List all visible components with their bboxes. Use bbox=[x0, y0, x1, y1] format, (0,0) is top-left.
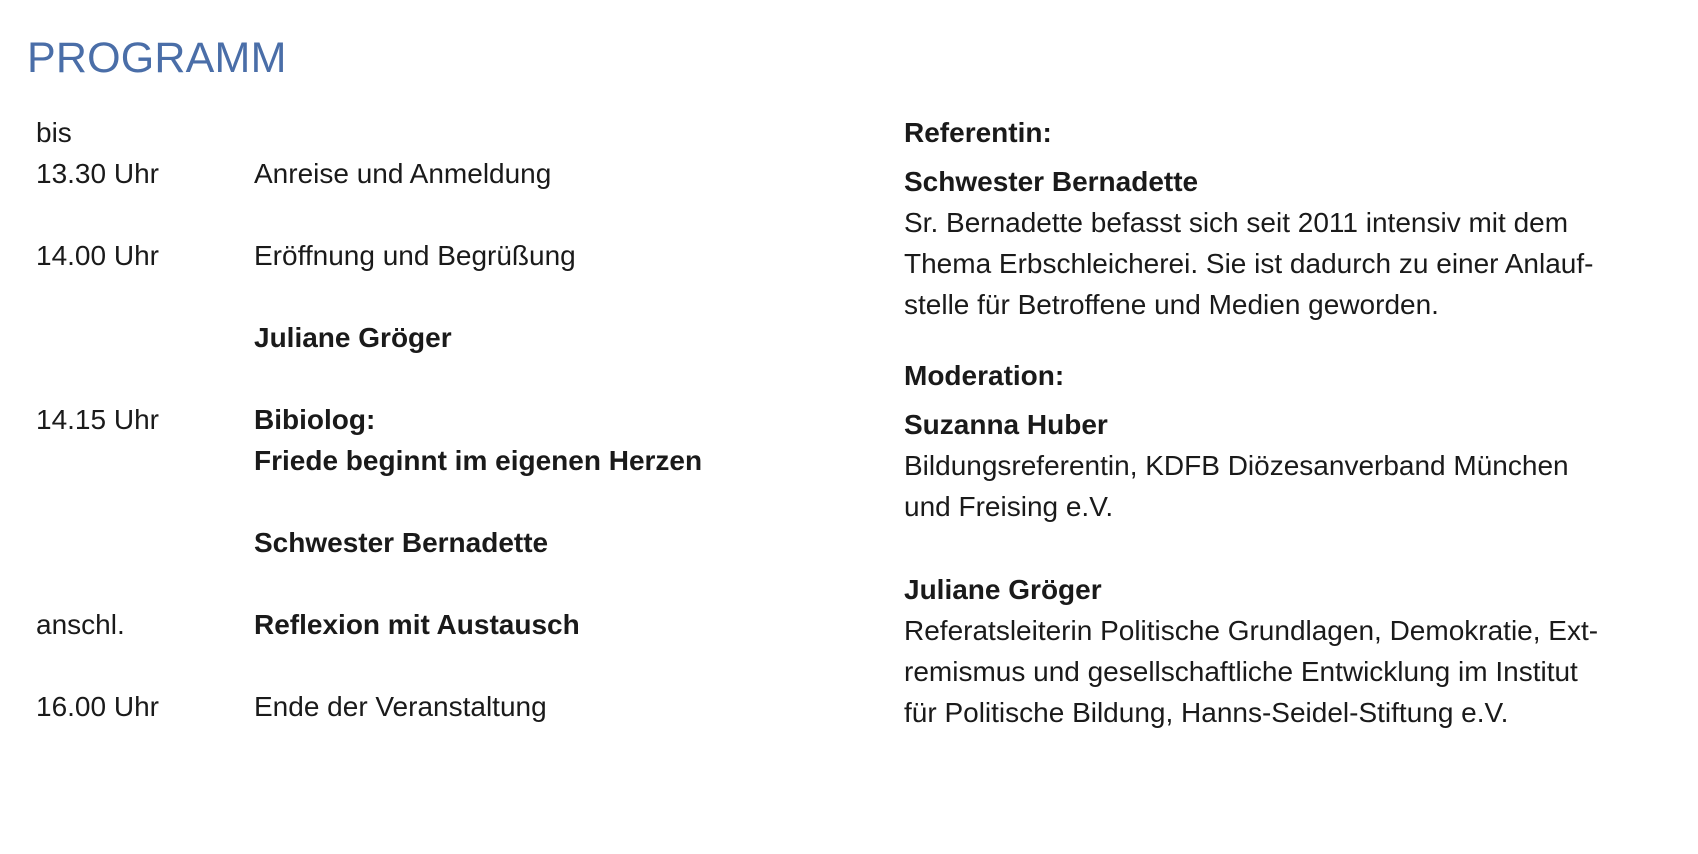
bibliolog-speaker: Schwester Bernadette bbox=[254, 527, 549, 558]
schedule-row-opening bbox=[36, 235, 826, 276]
schedule-row-opening-speaker bbox=[36, 317, 826, 358]
moderator-1-bio-line: und Freising e.V. bbox=[904, 491, 1114, 522]
referentin-bio-line: Sr. Bernadette befasst sich seit 2011 intensiv mit dem bbox=[904, 207, 1569, 238]
desc-end: Ende der Veranstaltung bbox=[254, 691, 547, 722]
schedule bbox=[36, 112, 826, 727]
time-bibliolog: 14.15 Uhr bbox=[36, 404, 159, 435]
bibliolog-subtitle: Friede beginnt im eigenen Herzen bbox=[254, 445, 703, 476]
schedule-row-end bbox=[36, 686, 826, 727]
schedule-row-arrival bbox=[36, 153, 826, 194]
schedule-row-bis bbox=[36, 112, 826, 153]
moderator-1-bio-line: Bildungsreferentin, KDFB Diözesanverband München bbox=[904, 450, 1569, 481]
moderator-2-bio-line: Referatsleiterin Politische Grundlagen, Demokratie, Ext- bbox=[904, 615, 1599, 646]
bibliolog-title: Bibiolog: bbox=[254, 404, 376, 435]
referentin-bio-line: Thema Erbschleicherei. Sie ist dadurch zu einer Anlauf- bbox=[904, 248, 1594, 279]
moderation-heading: Moderation: bbox=[904, 360, 1065, 391]
page-title: PROGRAMM bbox=[27, 34, 287, 82]
opening-speaker: Juliane Gröger bbox=[254, 322, 452, 353]
schedule-row-bibliolog-subtitle bbox=[36, 440, 826, 481]
desc-opening: Eröffnung und Begrüßung bbox=[254, 240, 576, 271]
moderator-2-bio-line: für Politische Bildung, Hanns-Seidel-Stiftung e.V. bbox=[904, 697, 1509, 728]
time-opening: 14.00 Uhr bbox=[36, 240, 159, 271]
desc-reflexion: Reflexion mit Austausch bbox=[254, 609, 580, 640]
speakers-section bbox=[904, 112, 1674, 733]
desc-arrival: Anreise und Anmeldung bbox=[254, 158, 552, 189]
referentin-bio-line: stelle für Betroffene und Medien geworden. bbox=[904, 289, 1439, 320]
moderator-2-name: Juliane Gröger bbox=[904, 574, 1102, 605]
schedule-row-bibliolog-speaker bbox=[36, 522, 826, 563]
schedule-row-reflexion bbox=[36, 604, 826, 645]
referentin-heading: Referentin: bbox=[904, 117, 1052, 148]
time-reflexion: anschl. bbox=[36, 609, 125, 640]
time-arrival: 13.30 Uhr bbox=[36, 158, 159, 189]
moderator-2-bio-line: remismus und gesellschaftliche Entwicklung im Institut bbox=[904, 656, 1578, 687]
time-bis: bis bbox=[36, 117, 72, 148]
time-end: 16.00 Uhr bbox=[36, 691, 159, 722]
moderator-1-name: Suzanna Huber bbox=[904, 409, 1108, 440]
referentin-name: Schwester Bernadette bbox=[904, 166, 1199, 197]
schedule-row-bibliolog bbox=[36, 399, 826, 440]
